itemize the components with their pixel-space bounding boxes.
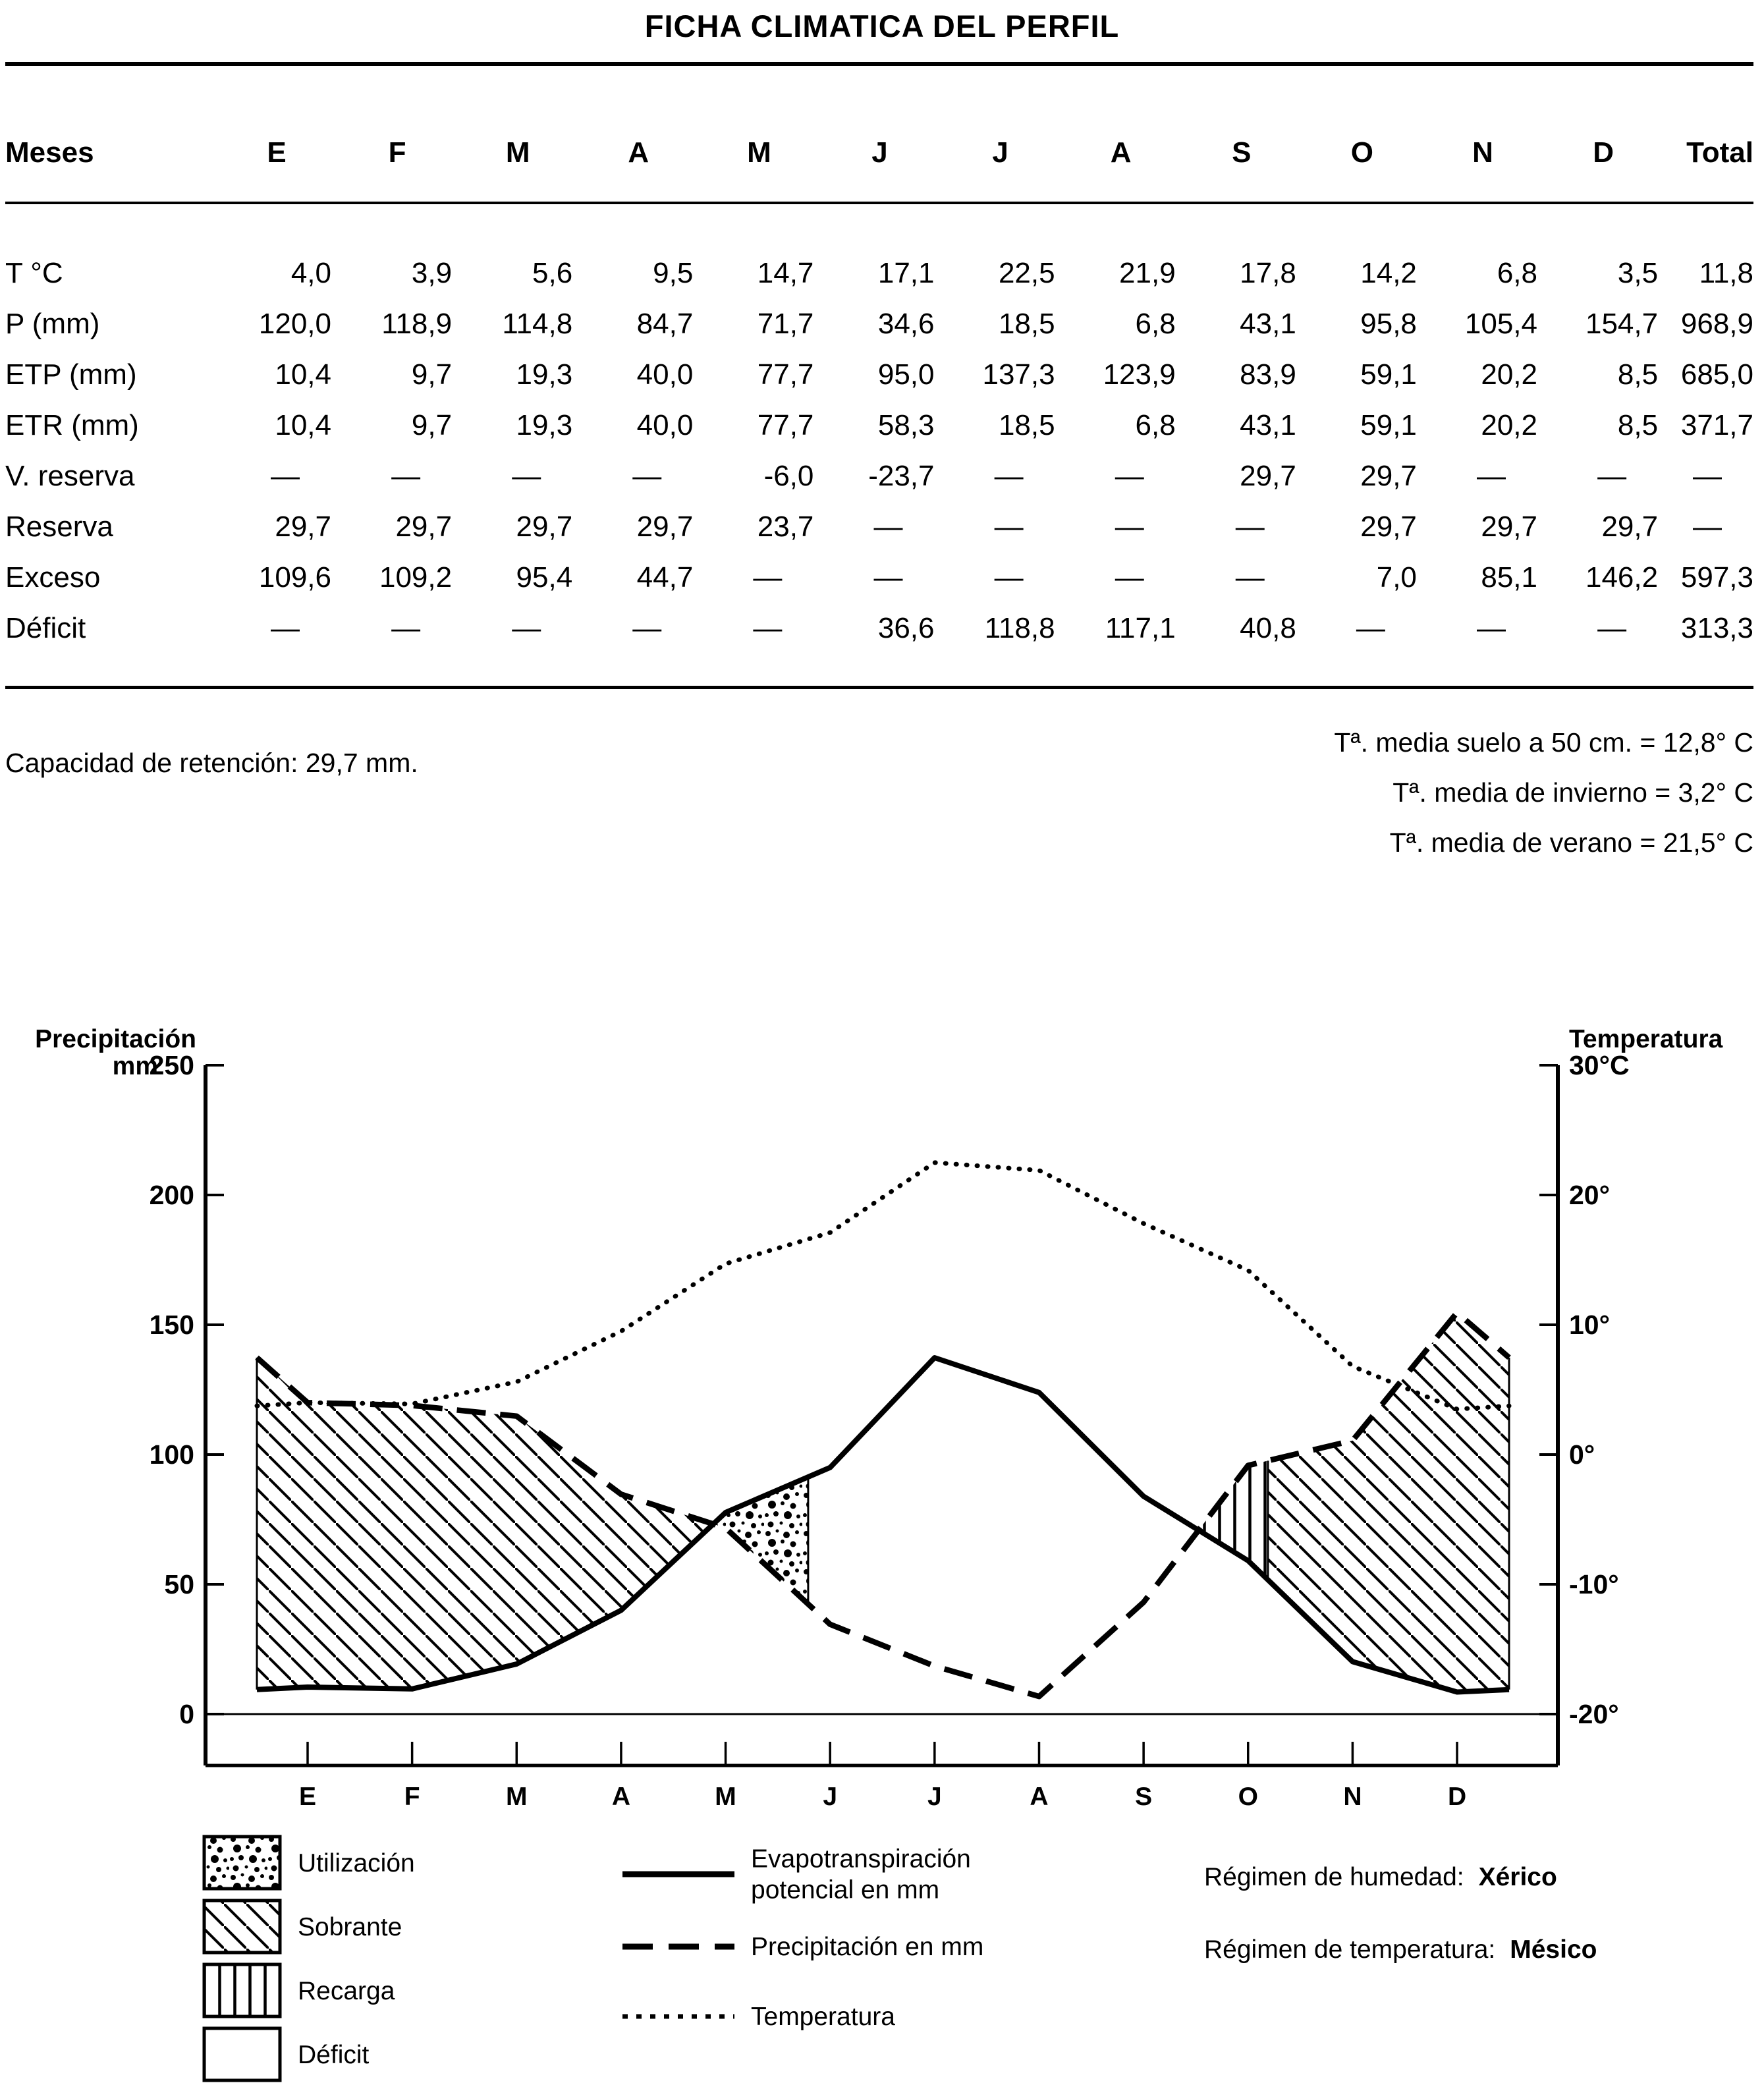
table-cell: — [994, 561, 1024, 594]
table-cell: 21,9 [1119, 257, 1176, 289]
y-right-tick-label: -10° [1569, 1569, 1619, 1599]
soil-temperature-note: Tª. media de invierno = 3,2° C [1392, 777, 1753, 808]
table-row-label: ETP (mm) [5, 358, 137, 391]
legend-line-label: potencial en mm [751, 1875, 940, 1904]
y-right-axis-title: Temperatura [1569, 1025, 1723, 1053]
month-label: J [927, 1783, 942, 1811]
table-header-month: D [1593, 136, 1614, 169]
table-cell: 20,2 [1481, 358, 1537, 391]
table-row [0, 603, 1764, 653]
table-cell: 118,9 [381, 308, 453, 340]
table-cell: — [512, 612, 541, 644]
table-cell: 8,5 [1617, 409, 1659, 441]
table-cell: -23,7 [868, 460, 935, 492]
table-cell: 17,1 [877, 257, 935, 289]
rule-under-header [5, 202, 1753, 204]
legend-swatch-stipple [204, 1837, 280, 1889]
table-header-month: A [628, 136, 649, 169]
table-cell: 105,4 [1464, 308, 1537, 340]
table-row-label: V. reserva [5, 460, 135, 492]
sobrante-area-right [1268, 1313, 1509, 1692]
y-right-tick-label: 20° [1569, 1180, 1611, 1210]
legend-fill-label: Déficit [298, 2041, 370, 2069]
table-row [0, 350, 1764, 400]
table-cell: 22,5 [998, 257, 1055, 289]
table-header-row [0, 128, 1764, 178]
table-cell: 118,8 [984, 612, 1055, 644]
rule-under-table [5, 686, 1753, 689]
table-row-label: Reserva [5, 511, 113, 543]
table-cell: — [753, 561, 783, 594]
table-cell: — [271, 612, 300, 644]
table-cell: 95,8 [1360, 308, 1417, 340]
table-cell: 9,5 [653, 257, 694, 289]
table-header-month: A [1110, 136, 1132, 169]
table-cell: — [391, 460, 421, 492]
table-cell: — [994, 460, 1024, 492]
table-cell: 9,7 [411, 409, 453, 441]
y-right-tick-label: 10° [1569, 1310, 1611, 1340]
table-header-month: M [505, 136, 530, 169]
legend-swatch-vertical [204, 1964, 280, 2016]
table-cell-total: 313,3 [1680, 612, 1753, 644]
table-cell: 137,3 [982, 358, 1055, 391]
table-header-meses: Meses [5, 136, 94, 169]
table-cell: 8,5 [1617, 358, 1659, 391]
page-title: FICHA CLIMATICA DEL PERFIL [644, 9, 1120, 43]
y-right-tick-label: 30°C [1569, 1050, 1630, 1080]
table-row [0, 299, 1764, 349]
table-cell: 6,8 [1135, 409, 1176, 441]
table-cell-total: 11,8 [1699, 257, 1753, 289]
rule-top [5, 62, 1753, 66]
table-cell: 3,9 [411, 257, 453, 289]
table-cell: 59,1 [1360, 409, 1417, 441]
table-cell: 85,1 [1481, 561, 1537, 594]
table-cell: 29,7 [1481, 511, 1537, 543]
table-cell: — [1235, 511, 1265, 543]
regimen-temperatura: Régimen de temperatura: Mésico [1204, 1935, 1597, 1964]
month-label: A [1030, 1783, 1049, 1811]
table-cell-total: 968,9 [1680, 308, 1753, 340]
table-cell: — [1597, 460, 1627, 492]
table-cell-total: 597,3 [1680, 561, 1753, 594]
table-cell-total: 371,7 [1680, 409, 1753, 441]
regimen-humedad: Régimen de humedad: Xérico [1204, 1863, 1557, 1891]
table-cell: 23,7 [757, 511, 814, 543]
table-cell: 29,7 [395, 511, 453, 543]
table-cell: 18,5 [998, 308, 1055, 340]
table-header-month: F [388, 136, 406, 169]
table-cell: — [1115, 511, 1144, 543]
table-header-total: Total [1686, 136, 1753, 169]
table-cell: — [391, 612, 421, 644]
table-cell: 7,0 [1376, 561, 1417, 594]
table-row-label: Exceso [5, 561, 101, 594]
table-cell: 19,3 [516, 358, 573, 391]
table-header-month: S [1232, 136, 1252, 169]
table-row-label: P (mm) [5, 308, 100, 340]
month-label: S [1135, 1783, 1153, 1811]
table-cell: 40,0 [636, 358, 694, 391]
table-header-month: O [1350, 136, 1373, 169]
table-cell: — [632, 612, 662, 644]
sobrante-area-left [257, 1358, 713, 1690]
table-cell: 29,7 [1360, 460, 1417, 492]
table-cell: 9,7 [411, 358, 453, 391]
table-cell: 95,0 [877, 358, 935, 391]
table-cell: — [873, 561, 903, 594]
table-cell: — [512, 460, 541, 492]
table-cell: 109,6 [258, 561, 331, 594]
table-cell: 44,7 [636, 561, 694, 594]
month-label: D [1447, 1783, 1467, 1811]
soil-temperature-note: Tª. media suelo a 50 cm. = 12,8° C [1334, 727, 1753, 758]
table-cell: 40,8 [1240, 612, 1296, 644]
table-cell: 146,2 [1585, 561, 1659, 594]
table-row [0, 401, 1764, 451]
table-row-label: ETR (mm) [5, 409, 139, 441]
month-label: M [715, 1783, 736, 1811]
table-cell: 6,8 [1135, 308, 1176, 340]
y-right-tick-label: 0° [1569, 1439, 1595, 1470]
table-cell: 29,7 [1240, 460, 1296, 492]
table-cell: 84,7 [636, 308, 694, 340]
table-cell: 43,1 [1240, 308, 1296, 340]
month-label: A [611, 1783, 631, 1811]
table-cell: 109,2 [379, 561, 453, 594]
table-cell: 77,7 [757, 409, 814, 441]
table-cell: 40,0 [636, 409, 694, 441]
table-cell: — [632, 460, 662, 492]
table-cell: 3,5 [1617, 257, 1659, 289]
table-cell: 117,1 [1105, 612, 1176, 644]
table-cell: 20,2 [1481, 409, 1537, 441]
legend-swatch-none [204, 2028, 280, 2080]
table-cell: 114,8 [502, 308, 573, 340]
table-row [0, 451, 1764, 501]
table-cell: — [994, 511, 1024, 543]
legend-fill-label: Recarga [298, 1977, 395, 2005]
y-left-axis-title: Precipitación [35, 1025, 196, 1053]
legend-line-label: Temperatura [751, 2003, 895, 2031]
table-cell: — [873, 511, 903, 543]
table-header-month: J [992, 136, 1008, 169]
table-cell: 4,0 [290, 257, 331, 289]
table-cell: 14,2 [1360, 257, 1417, 289]
table-cell: 123,9 [1103, 358, 1176, 391]
table-cell: 95,4 [516, 561, 573, 594]
table-cell: — [1477, 460, 1506, 492]
month-label: M [506, 1783, 528, 1811]
table-cell: 58,3 [877, 409, 935, 441]
table-cell: 29,7 [1360, 511, 1417, 543]
y-left-tick-label: 250 [149, 1050, 194, 1080]
temperature-line [257, 1163, 1509, 1409]
table-header-month: M [747, 136, 771, 169]
table-cell: 10,4 [275, 409, 331, 441]
table-cell: 10,4 [275, 358, 331, 391]
table-cell: 43,1 [1240, 409, 1296, 441]
y-left-tick-label: 0 [179, 1699, 194, 1729]
table-row-label: T °C [5, 257, 63, 289]
table-cell: -6,0 [763, 460, 814, 492]
table-cell: — [1356, 612, 1385, 644]
table-cell: 120,0 [258, 308, 331, 340]
y-left-axis-unit: mm [112, 1052, 158, 1080]
table-cell: — [1477, 612, 1506, 644]
table-cell-total: — [1693, 511, 1722, 543]
table-cell: 17,8 [1240, 257, 1296, 289]
table-cell: 29,7 [1601, 511, 1659, 543]
table-cell: 14,7 [757, 257, 814, 289]
table-cell: 29,7 [516, 511, 573, 543]
month-label: N [1343, 1783, 1362, 1811]
table-header-month: N [1472, 136, 1493, 169]
y-left-tick-label: 100 [149, 1439, 194, 1470]
legend-fill-label: Sobrante [298, 1913, 402, 1941]
y-left-tick-label: 150 [149, 1310, 194, 1340]
y-left-tick-label: 200 [149, 1180, 194, 1210]
table-cell: — [1597, 612, 1627, 644]
table-cell: 83,9 [1240, 358, 1296, 391]
table-cell: — [271, 460, 300, 492]
table-cell: 34,6 [877, 308, 935, 340]
table-header-month: J [871, 136, 888, 169]
table-cell: — [753, 612, 783, 644]
table-cell: — [1115, 460, 1144, 492]
table-cell: 19,3 [516, 409, 573, 441]
table-cell: 59,1 [1360, 358, 1417, 391]
table-cell: 5,6 [532, 257, 573, 289]
table-cell: — [1115, 561, 1144, 594]
table-cell: 6,8 [1497, 257, 1537, 289]
table-row [0, 502, 1764, 552]
soil-temperature-note: Tª. media de verano = 21,5° C [1389, 827, 1753, 858]
retention-capacity-note: Capacidad de retención: 29,7 mm. [5, 748, 418, 778]
legend-fill-label: Utilización [298, 1849, 415, 1877]
recarga-area [1199, 1460, 1268, 1580]
table-header-month: E [267, 136, 287, 169]
table-row [0, 553, 1764, 603]
legend-swatch-diagonal [204, 1901, 280, 1953]
month-label: J [823, 1783, 838, 1811]
month-label: E [298, 1783, 317, 1811]
month-label: O [1238, 1783, 1258, 1811]
table-cell-total: 685,0 [1680, 358, 1753, 391]
legend-line-label: Evapotranspiración [751, 1845, 971, 1874]
month-label: F [404, 1783, 420, 1811]
table-cell: 71,7 [757, 308, 814, 340]
table-cell: 29,7 [275, 511, 331, 543]
table-cell: — [1235, 561, 1265, 594]
table-cell: 36,6 [877, 612, 935, 644]
table-cell: 29,7 [636, 511, 694, 543]
table-cell-total: — [1693, 460, 1722, 492]
table-cell: 154,7 [1585, 308, 1659, 340]
legend-line-label: Precipitación en mm [751, 1933, 984, 1961]
y-right-tick-label: -20° [1569, 1699, 1619, 1729]
y-left-tick-label: 50 [164, 1569, 194, 1599]
table-cell: 77,7 [757, 358, 814, 391]
table-row-label: Déficit [5, 612, 86, 644]
table-row [0, 248, 1764, 298]
table-cell: 18,5 [998, 409, 1055, 441]
